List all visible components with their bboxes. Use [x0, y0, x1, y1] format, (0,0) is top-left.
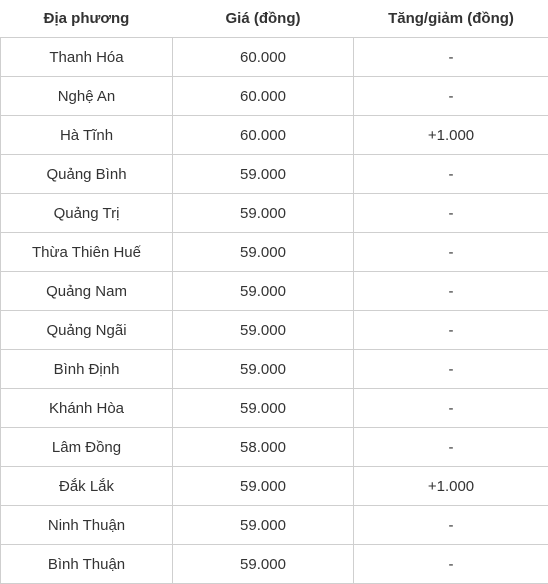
- cell-region: Thanh Hóa: [1, 38, 173, 77]
- cell-region: Ninh Thuận: [1, 506, 173, 545]
- table-row: [1, 272, 548, 311]
- cell-region: Quảng Bình: [1, 155, 173, 194]
- cell-price: 60.000: [173, 77, 354, 116]
- cell-region: Bình Định: [1, 350, 173, 389]
- cell-change: -: [354, 311, 548, 350]
- cell-region: Quảng Ngãi: [1, 311, 173, 350]
- cell-region: Hà Tĩnh: [1, 116, 173, 155]
- cell-change: +1.000: [354, 467, 548, 506]
- cell-price: 59.000: [173, 389, 354, 428]
- table-row: [1, 311, 548, 350]
- cell-price: 59.000: [173, 311, 354, 350]
- table-header: [1, 0, 548, 38]
- table-row: [1, 116, 548, 155]
- cell-change: -: [354, 38, 548, 77]
- cell-change: -: [354, 77, 548, 116]
- table-row: [1, 389, 548, 428]
- cell-change: +1.000: [354, 116, 548, 155]
- cell-price: 60.000: [173, 38, 354, 77]
- cell-price: 59.000: [173, 506, 354, 545]
- table-row: [1, 545, 548, 584]
- table-row: [1, 428, 548, 467]
- cell-price: 59.000: [173, 350, 354, 389]
- cell-price: 60.000: [173, 116, 354, 155]
- header-region: Địa phương: [1, 0, 173, 38]
- cell-price: 59.000: [173, 155, 354, 194]
- table-row: [1, 506, 548, 545]
- header-price: Giá (đồng): [173, 0, 354, 38]
- cell-price: 59.000: [173, 272, 354, 311]
- cell-region: Đắk Lắk: [1, 467, 173, 506]
- cell-change: -: [354, 506, 548, 545]
- table-row: [1, 77, 548, 116]
- table-row: [1, 350, 548, 389]
- header-row: [1, 0, 548, 38]
- table-row: [1, 155, 548, 194]
- header-change: Tăng/giảm (đồng): [354, 0, 548, 38]
- cell-price: 58.000: [173, 428, 354, 467]
- cell-price: 59.000: [173, 545, 354, 584]
- cell-region: Nghệ An: [1, 77, 173, 116]
- cell-price: 59.000: [173, 194, 354, 233]
- cell-price: 59.000: [173, 233, 354, 272]
- cell-change: -: [354, 545, 548, 584]
- cell-region: Quảng Nam: [1, 272, 173, 311]
- table-row: [1, 194, 548, 233]
- cell-region: Thừa Thiên Huế: [1, 233, 173, 272]
- table-row: [1, 467, 548, 506]
- cell-change: -: [354, 428, 548, 467]
- table-row: [1, 38, 548, 77]
- cell-region: Lâm Đồng: [1, 428, 173, 467]
- cell-change: -: [354, 389, 548, 428]
- cell-price: 59.000: [173, 467, 354, 506]
- table-body: [1, 38, 548, 584]
- cell-change: -: [354, 155, 548, 194]
- cell-region: Quảng Trị: [1, 194, 173, 233]
- cell-region: Bình Thuận: [1, 545, 173, 584]
- cell-region: Khánh Hòa: [1, 389, 173, 428]
- cell-change: -: [354, 233, 548, 272]
- table-row: [1, 233, 548, 272]
- cell-change: -: [354, 350, 548, 389]
- cell-change: -: [354, 272, 548, 311]
- cell-change: -: [354, 194, 548, 233]
